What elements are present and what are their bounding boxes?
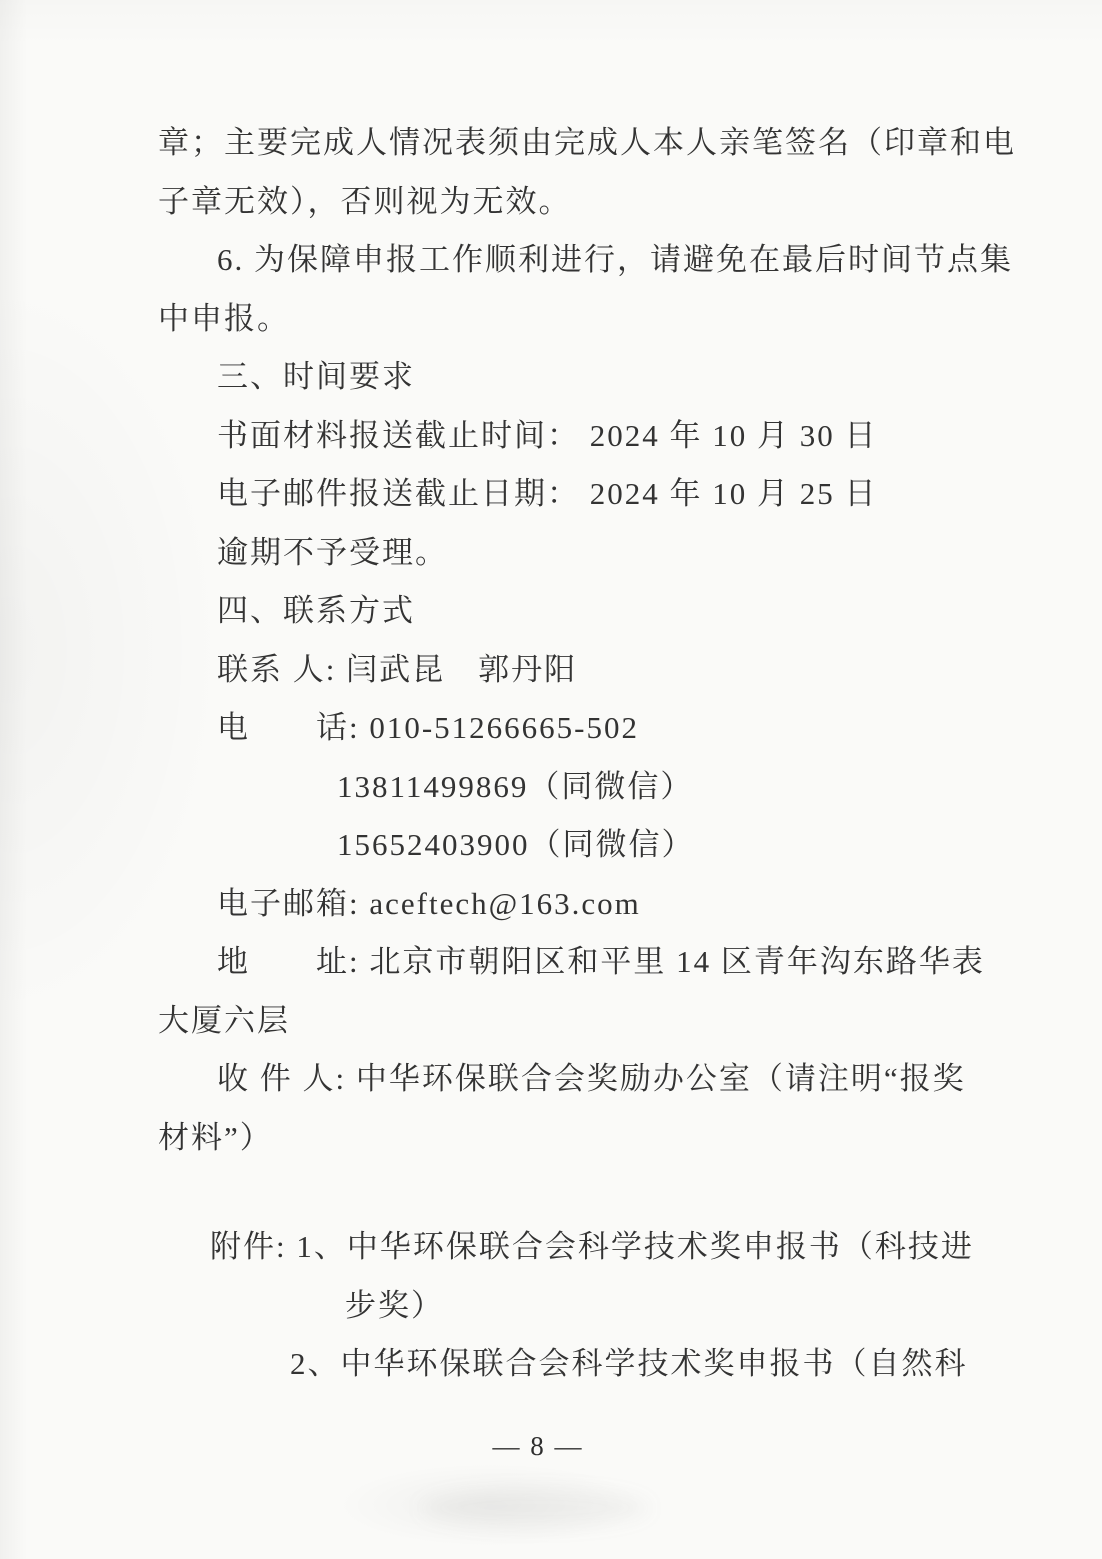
doc-line-mobile-2: 15652403900（同微信） — [337, 827, 695, 862]
doc-line-telephone: 电 话: 010-51266665-502 — [217, 710, 640, 745]
doc-line-mobile-1: 13811499869（同微信） — [337, 768, 694, 804]
doc-line-attachment-2: 2、中华环保联合会科学技术奖申报书（自然科 — [290, 1346, 968, 1381]
blank-gap — [158, 1167, 958, 1218]
doc-line-paper-deadline: 书面材料报送截止时间： 2024 年 10 月 30 日 — [217, 417, 878, 453]
doc-line-contact-persons: 联系 人: 闫武昆 郭丹阳 — [217, 651, 578, 687]
doc-line-postal-address: 地 址: 北京市朝阳区和平里 14 区青年沟东路华表 — [217, 944, 985, 979]
doc-line-recipient-wrap: 材料”） — [158, 1119, 273, 1155]
doc-heading-contact-info: 四、联系方式 — [217, 593, 415, 628]
doc-line-seal-continuation: 章；主要完成人情况表须由完成人本人亲笔签名（印章和电 — [158, 125, 1016, 160]
doc-line-attachment-1: 附件: 1、中华环保联合会科学技术奖申报书（科技进 — [210, 1229, 974, 1264]
doc-line-item6: 6. 为保障申报工作顺利进行，请避免在最后时间节点集 — [217, 242, 1013, 277]
doc-heading-time-requirements: 三、时间要求 — [217, 359, 415, 394]
doc-line-attachment-1-wrap: 步奖） — [345, 1287, 444, 1323]
doc-line-postal-address-wrap: 大厦六层 — [158, 1002, 290, 1038]
doc-line-item6-wrap: 中申报。 — [158, 300, 290, 336]
scan-smudge — [420, 1488, 650, 1528]
doc-line-email-address: 电子邮箱: aceftech@163.com — [217, 885, 641, 921]
document-body — [158, 114, 1016, 1394]
page-number: — 8 — — [492, 1431, 584, 1461]
doc-line-recipient: 收 件 人: 中华环保联合会奖励办公室（请注明“报奖 — [217, 1061, 966, 1096]
doc-line-seal-invalid: 子章无效），否则视为无效。 — [158, 183, 572, 219]
doc-line-overdue-note: 逾期不予受理。 — [217, 534, 448, 570]
doc-line-email-deadline: 电子邮件报送截止日期： 2024 年 10 月 25 日 — [217, 476, 878, 511]
